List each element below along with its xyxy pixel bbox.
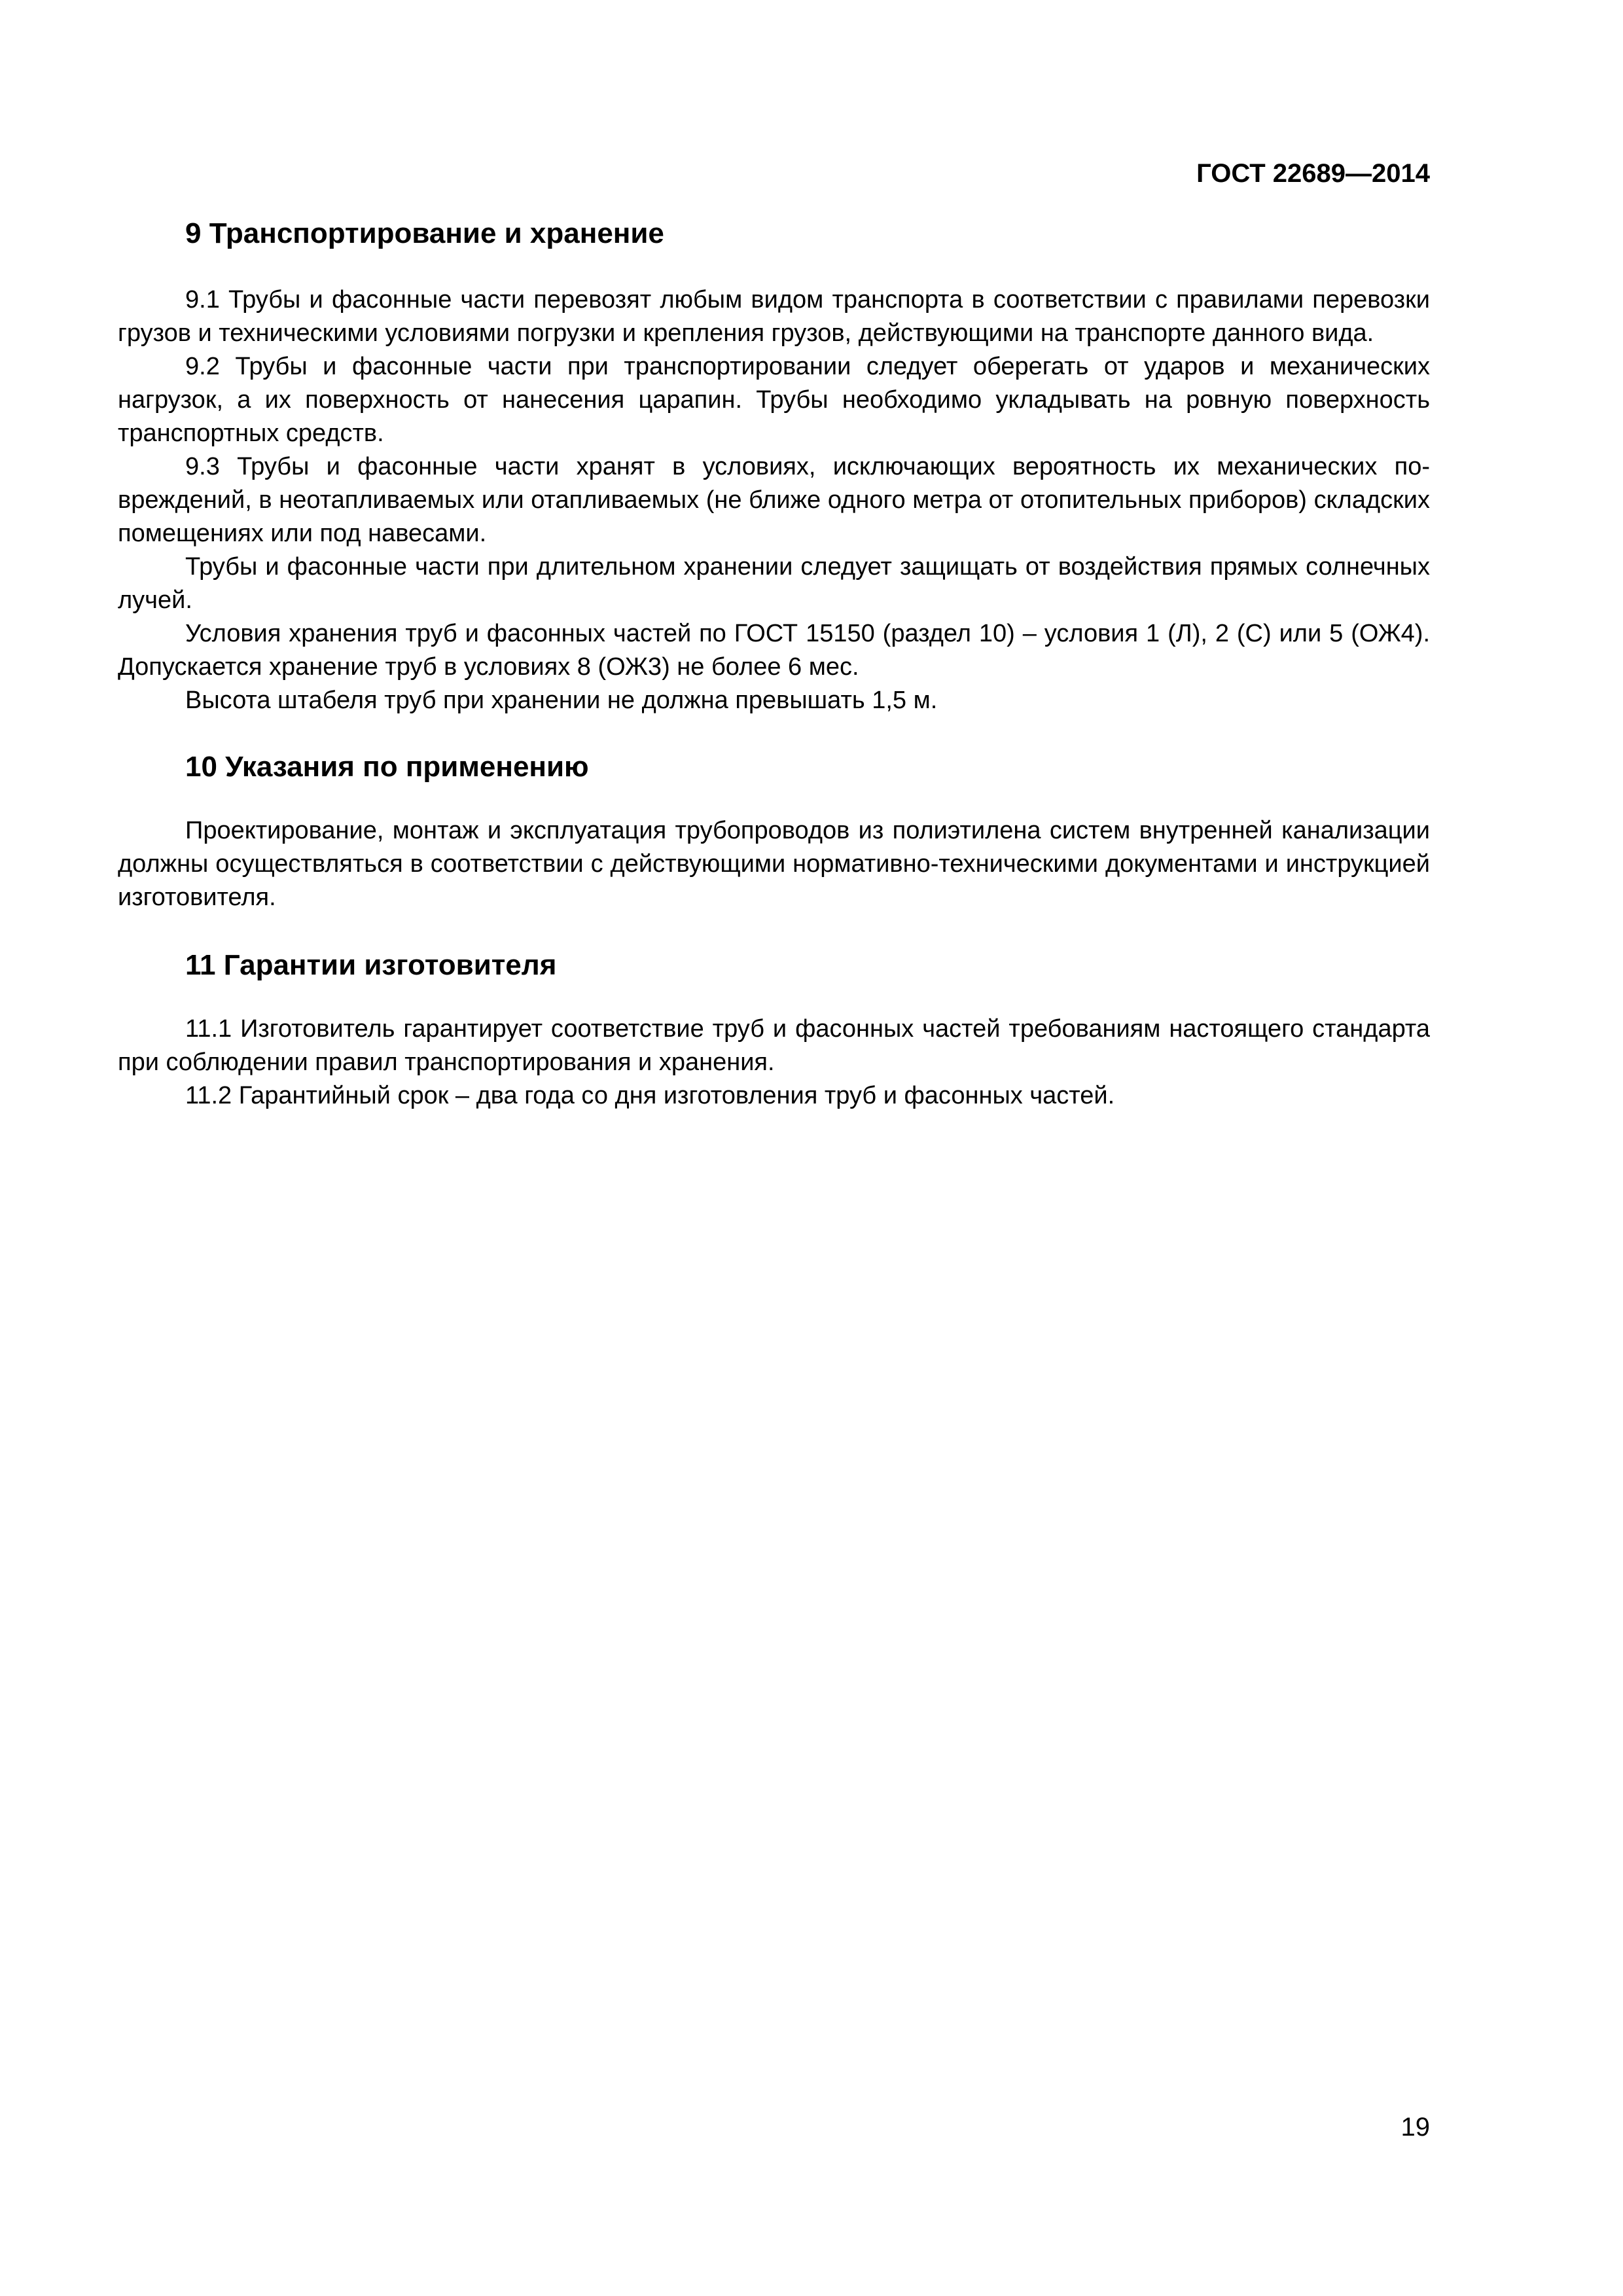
paragraph-9-3-cont-2: Условия хранения труб и фасонных частей по ГОСТ 15150 (раздел 10) – условия 1 (Л), 2 (С) или 5 (ОЖ4). Допускается хранение труб в условиях 8 (ОЖ3) не более 6 мес. xyxy=(118,620,1430,681)
paragraph-11-2: 11.2 Гарантийный срок – два года со дня изготовления труб и фасонных частей. xyxy=(185,1082,1115,1109)
section-9-body xyxy=(118,283,1430,717)
section-9-heading: 9 Транспортирование и хранение xyxy=(185,217,664,249)
section-transport-storage xyxy=(118,217,1430,717)
paragraph-11-1: 11.1 Изготовитель гарантирует соответствие труб и фасонных частей требованиям настоящего стандарта при соблюдении правил транспортирования и хранения. xyxy=(118,1015,1430,1076)
section-10-heading: 10 Указания по применению xyxy=(185,751,589,783)
paragraph-10-1: Проектирование, монтаж и эксплуатация трубопроводов из полиэтилена систем внутренней канализации должны осуществляться в соответствии с действующими нормативно-техническими документами и инструкцией изготовителя. xyxy=(118,817,1430,911)
standard-code-header: ГОСТ 22689—2014 xyxy=(1196,159,1430,188)
paragraph-9-3-cont-1: Трубы и фасонные части при длительном хранении следует защищать от воздействия прямых солнечных лучей. xyxy=(118,553,1430,614)
section-application-guidance xyxy=(118,750,1430,914)
paragraph-9-2: 9.2 Трубы и фасонные части при транспортировании следует оберегать от ударов и механических нагрузок, а их поверхность от нанесения царапин. Трубы необходимо укладывать на ровную поверхность транспортных средств. xyxy=(118,353,1430,447)
paragraph-9-3: 9.3 Трубы и фасонные части хранят в условиях, исключающих вероятность их механических повреждений, в неотапливаемых или отапливаемых (не ближе одного метра от отопительных приборов) складских помещениях или под навесами. xyxy=(118,453,1430,547)
paragraph-9-1: 9.1 Трубы и фасонные части перевозят любым видом транспорта в соответствии с правилами перевозки грузов и техническими условиями погрузки и крепления грузов, действующими на транспорте данного вида. xyxy=(118,286,1430,347)
section-11-body xyxy=(118,1013,1430,1113)
section-11-heading: 11 Гарантии изготовителя xyxy=(185,949,557,981)
page-number: 19 xyxy=(1400,2113,1430,2142)
paragraph-9-3-cont-3: Высота штабеля труб при хранении не должна превышать 1,5 м. xyxy=(185,687,938,714)
section-10-body xyxy=(118,814,1430,914)
section-manufacturer-warranty xyxy=(118,948,1430,1113)
